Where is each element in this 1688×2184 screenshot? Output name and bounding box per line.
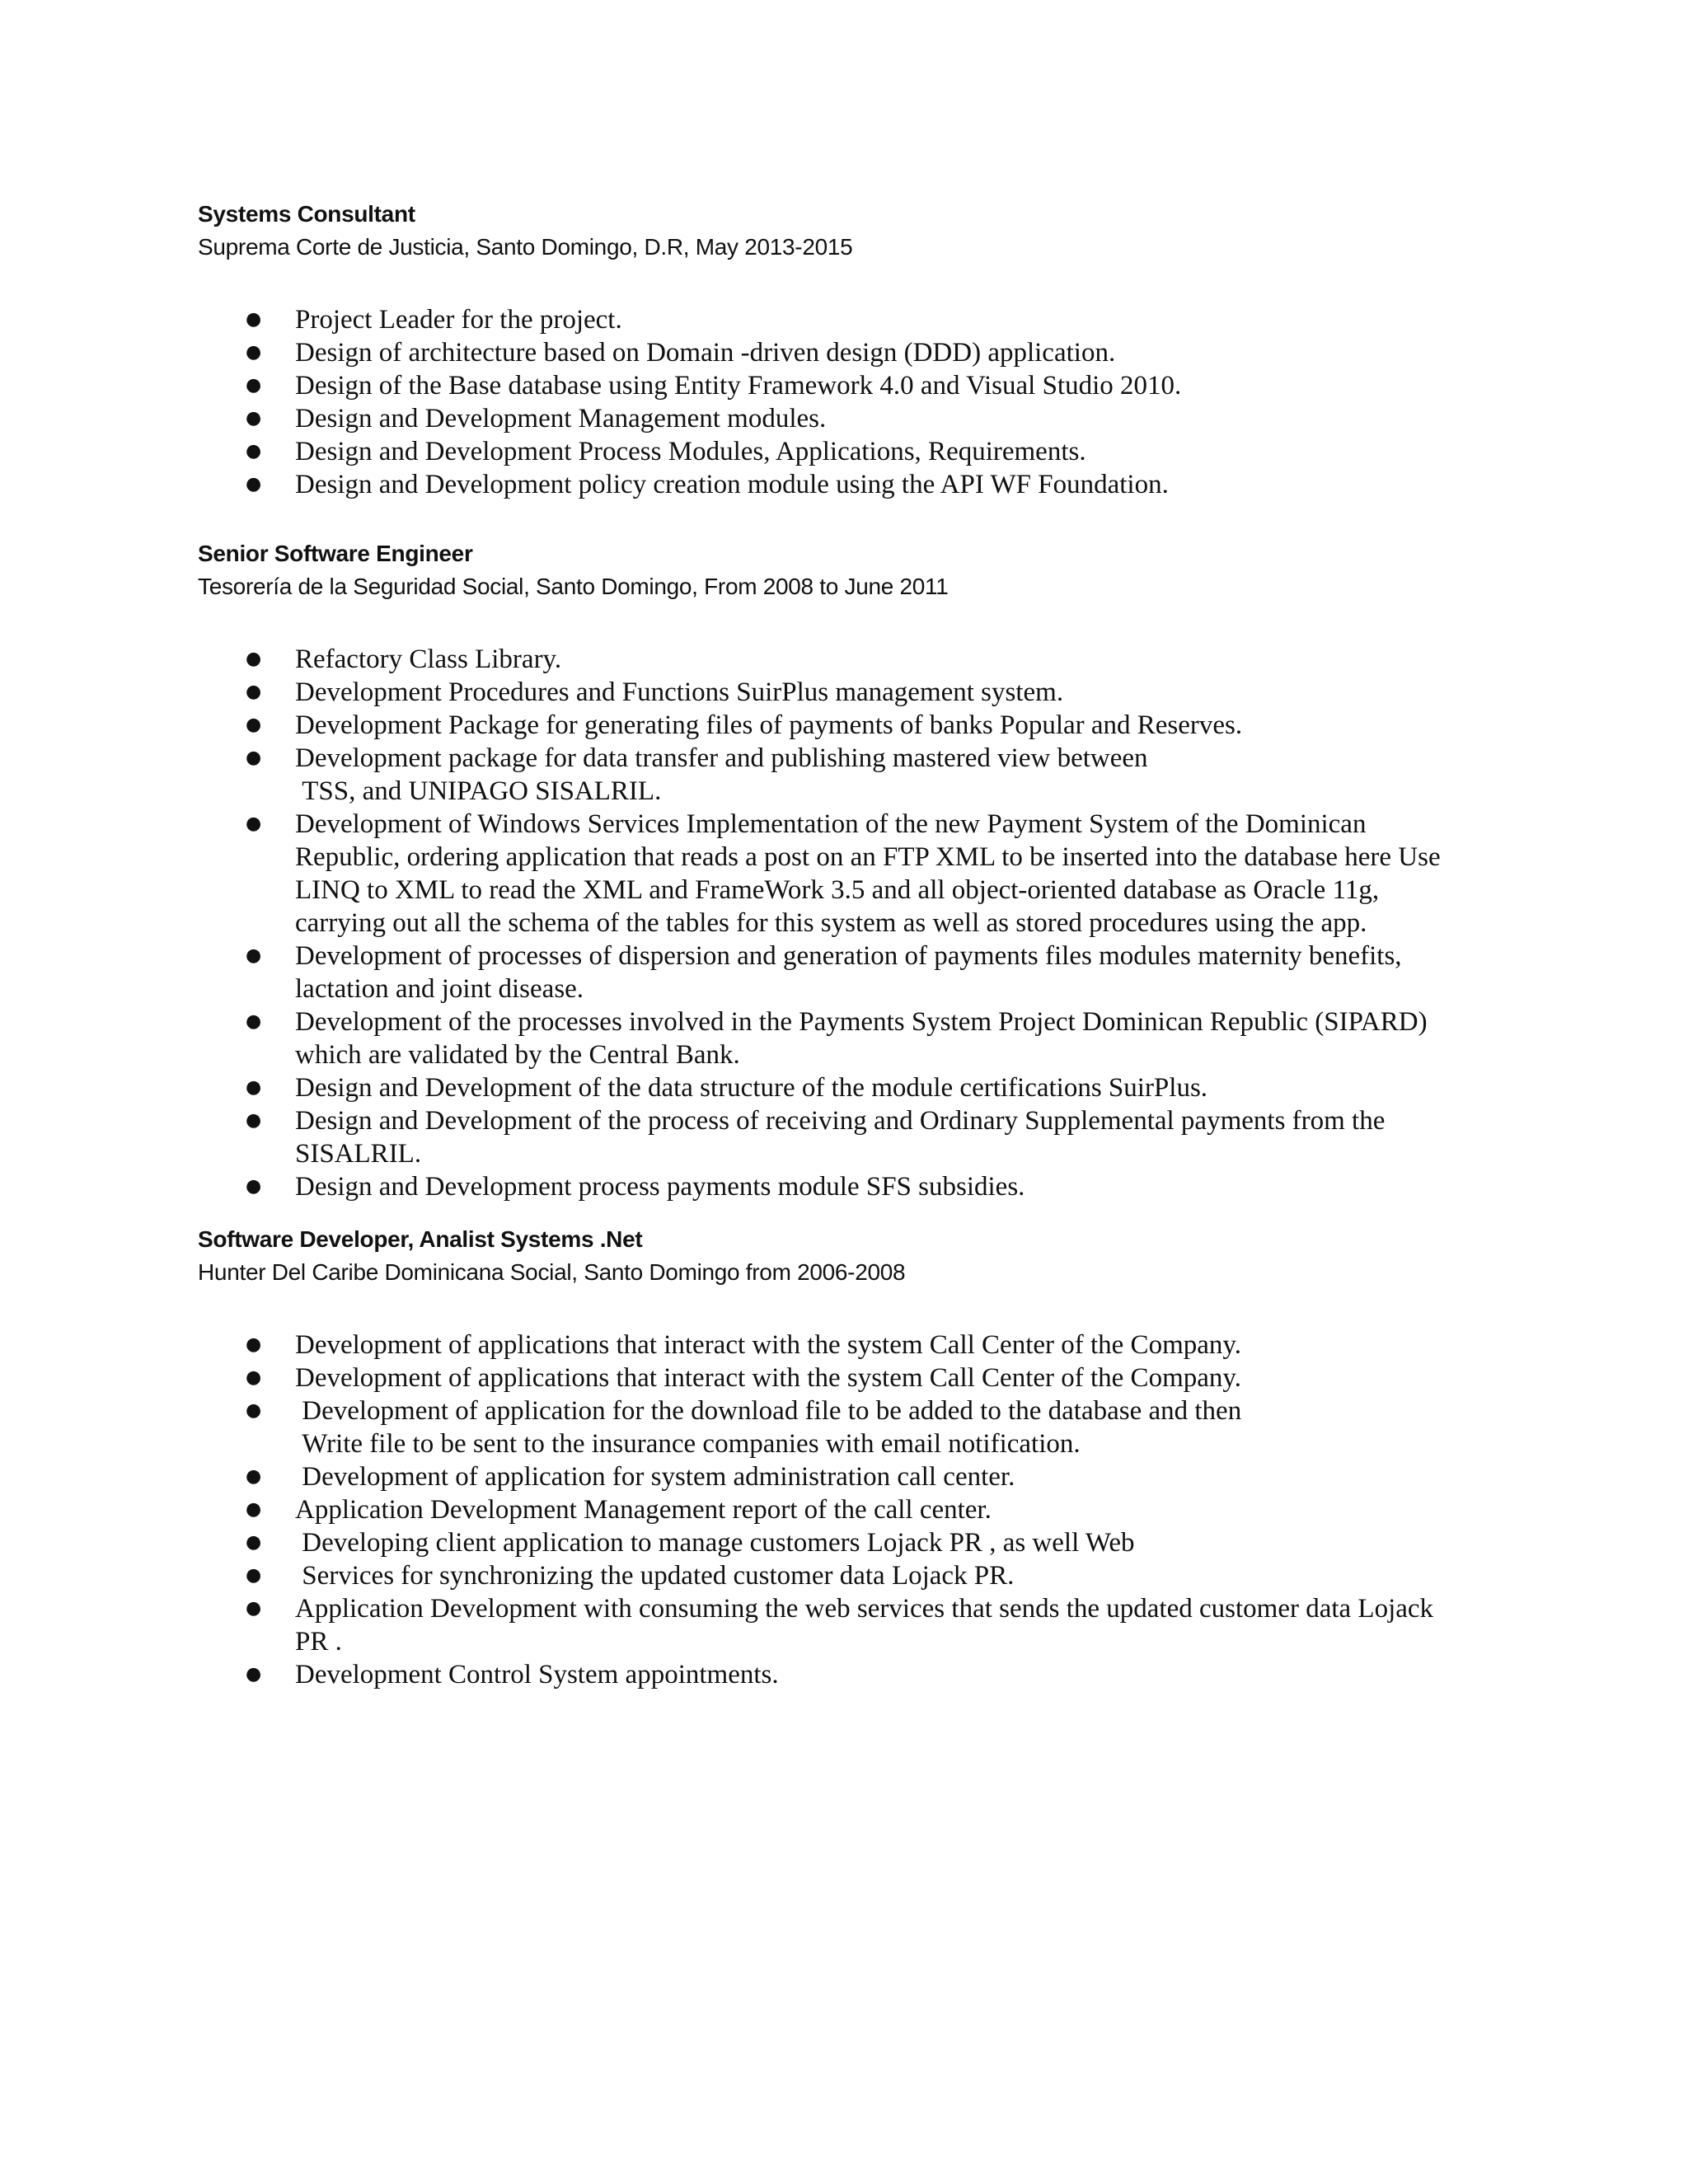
list-item: ● Refactory Class Library. [246,644,562,674]
job-employer-dates: Tesorería de la Seguridad Social, Santo Domingo, From 2008 to June 2011 [198,574,949,599]
job-entry-software-developer [198,1223,1484,1691]
list-item: ● Development of application for system administration call center. [246,1462,1015,1492]
list-item: ● Design of architecture based on Domain -driven design (DDD) application. [246,338,1116,368]
job-employer-dates: Suprema Corte de Justicia, Santo Domingo, D.R, May 2013-2015 [198,234,853,260]
bullet-icon: ● [246,1110,262,1131]
list-item: ● Development of the processes involved in the Payments System Project Dominican Republic (SIPARD) which are validated by the Central Bank. [246,1007,1428,1070]
list-item: ● Development Control System appointments. [246,1660,779,1690]
list-item: ● Design and Development policy creation module using the API WF Foundation. [246,470,1169,499]
job-title: Senior Software Engineer [198,541,473,566]
list-item: ● Project Leader for the project. [246,305,622,335]
responsibilities-list [198,303,1484,501]
list-item: ● Design and Development of the process of receiving and Ordinary Supplemental payments from the SISALRIL. [246,1106,1386,1169]
bullet-icon: ● [246,748,262,768]
list-item: ● Development of applications that interact with the system Call Center of the Company. [246,1330,1241,1360]
list-item: ● Design and Development of the data structure of the module certifications SuirPlus. [246,1073,1208,1103]
bullet-icon: ● [246,682,262,702]
bullet-icon: ● [246,1598,262,1619]
list-item: ● Development of processes of dispersion and generation of payments files modules maternity benefits, lactation and joint disease. [246,941,1402,1004]
bullet-icon: ● [246,1565,262,1586]
list-item: ● Design and Development Management modules. [246,404,827,434]
bullet-icon: ● [246,649,262,669]
list-item: ● Development Procedures and Functions SuirPlus management system. [246,677,1064,707]
list-item: ● Application Development Management report of the call center. [246,1495,992,1525]
list-item: ● Development of application for the download file to be added to the database and then Write file to be sent to the insurance companies with email notification. [246,1396,1242,1459]
job-title: Software Developer, Analist Systems .Net [198,1226,643,1252]
responsibilities-list [198,643,1484,1203]
list-item: ● Application Development with consuming the web services that sends the updated customer data Lojack PR . [246,1594,1434,1657]
list-item: ● Design and Development process payments module SFS subsidies. [246,1172,1025,1202]
list-item: ● Design of the Base database using Entity Framework 4.0 and Visual Studio 2010. [246,371,1182,401]
bullet-icon: ● [246,1011,262,1032]
job-entry-systems-consultant [198,198,1484,501]
list-item: ● Development of Windows Services Implementation of the new Payment System of the Dominican Republic, ordering application that reads a post on an FTP XML to be inserted into the database here Use LINQ to XML to read the XML and FrameWork 3.5 and all object-oriented database as Oracle 11g, carrying out all the schema of the tables for this system as well as stored procedures using the app. [246,809,1441,938]
job-employer-dates: Hunter Del Caribe Dominicana Social, Santo Domingo from 2006-2008 [198,1259,906,1285]
bullet-icon: ● [246,1532,262,1553]
bullet-icon: ● [246,1367,262,1388]
list-item: ● Developing client application to manage customers Lojack PR , as well Web [246,1528,1135,1558]
list-item: ● Services for synchronizing the updated customer data Lojack PR. [246,1561,1015,1591]
bullet-icon: ● [246,945,262,966]
job-title: Systems Consultant [198,201,415,227]
bullet-icon: ● [246,474,262,494]
job-entry-senior-software-engineer [198,537,1484,1203]
bullet-icon: ● [246,1466,262,1487]
bullet-icon: ● [246,1400,262,1421]
bullet-icon: ● [246,342,262,363]
bullet-icon: ● [246,813,262,834]
list-item: ● Development package for data transfer and publishing mastered view between TSS, and UNIPAGO SISALRIL. [246,743,1148,806]
bullet-icon: ● [246,375,262,396]
bullet-icon: ● [246,1176,262,1197]
bullet-icon: ● [246,715,262,735]
list-item: ● Development Package for generating files of payments of banks Popular and Reserves. [246,710,1243,740]
bullet-icon: ● [246,1664,262,1685]
bullet-icon: ● [246,1334,262,1355]
bullet-icon: ● [246,441,262,462]
bullet-icon: ● [246,408,262,429]
bullet-icon: ● [246,309,262,330]
bullet-icon: ● [246,1077,262,1098]
list-item: ● Development of applications that interact with the system Call Center of the Company. [246,1363,1241,1393]
list-item: ● Design and Development Process Modules, Applications, Requirements. [246,437,1086,466]
bullet-icon: ● [246,1499,262,1520]
responsibilities-list [198,1329,1484,1691]
